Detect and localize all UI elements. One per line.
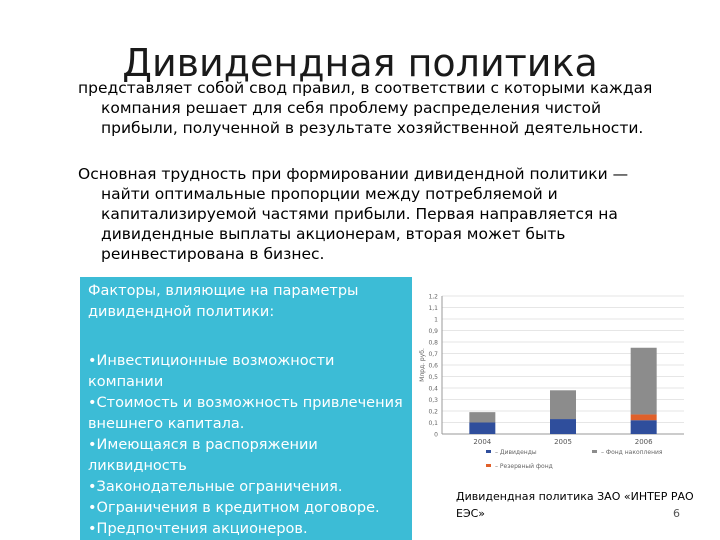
y-tick-label: 0,3 — [428, 397, 438, 404]
bar-segment — [631, 414, 657, 420]
legend-swatch — [592, 450, 597, 453]
y-tick-label: 0,5 — [428, 374, 438, 381]
dividend-chart — [416, 284, 720, 480]
y-tick-label: 0,8 — [428, 339, 438, 347]
y-tick-label: 0,1 — [428, 420, 438, 427]
y-tick-label: 1 — [434, 316, 438, 324]
bar-segment — [550, 419, 576, 434]
definition-paragraph — [78, 78, 678, 138]
factors-heading: Факторы, влияющие на параметры дивидендной политики: — [88, 283, 359, 320]
y-tick-label: 0 — [434, 431, 438, 439]
factor-item: •Имеющаяся в распоряжении ликвидность — [88, 437, 318, 474]
legend-swatch — [486, 464, 491, 467]
y-tick-label: 1,1 — [428, 305, 438, 312]
y-tick-label: 0,2 — [428, 408, 438, 416]
legend-label: – Дивиденды — [495, 449, 537, 456]
y-tick-label: 0,6 — [428, 362, 438, 370]
definition-text: представляет собой свод правил, в соответствии с которыми каждая компания решает для себя проблему распределения чистой прибыли, полученной в результате хозяйственной деятельности. — [78, 79, 653, 137]
page-number: 6 — [673, 507, 680, 520]
legend-label: – Резервный фонд — [495, 463, 553, 470]
factor-item: •Законодательные ограничения. — [88, 479, 343, 495]
x-tick-label: 2005 — [554, 438, 572, 446]
caption-text: Дивидендная политика ЗАО «ИНТЕР РАО ЕЭС» — [456, 490, 694, 520]
bar-segment — [631, 420, 657, 434]
difficulty-text: Основная трудность при формировании дивидендной политики — найти оптимальные пропорции между потребляемой и капитализируемой частями прибыли. Первая направляется на дивидендные выплаты акционерам, вторая может быть реинвестирована в бизнес. — [78, 165, 629, 263]
y-tick-label: 1,2 — [428, 293, 438, 301]
slide-title: Дивидендная политика — [122, 41, 598, 85]
chart-caption — [456, 488, 696, 522]
factors-box — [80, 277, 412, 540]
factor-item: •Стоимость и возможность привлечения внешнего капитала. — [88, 395, 403, 432]
x-tick-label: 2004 — [473, 438, 492, 446]
y-tick-label: 0,9 — [428, 328, 438, 335]
factor-item: •Ограничения в кредитном договоре. — [88, 500, 380, 516]
factor-item: •Предпочтения акционеров. — [88, 521, 308, 537]
x-tick-label: 2006 — [634, 438, 653, 446]
bar-segment — [469, 423, 495, 435]
y-tick-label: 0,7 — [428, 351, 438, 358]
bar-segment — [550, 390, 576, 419]
bar-segment — [631, 348, 657, 415]
y-tick-label: 0,4 — [428, 385, 438, 393]
factor-item: •Инвестиционные возможности компании — [88, 353, 335, 390]
bar-segment — [469, 412, 495, 422]
y-axis-label: Млрд. руб. — [419, 348, 426, 382]
legend-swatch — [486, 450, 491, 453]
difficulty-paragraph — [78, 164, 638, 264]
legend-label: – Фонд накопления — [601, 449, 663, 456]
